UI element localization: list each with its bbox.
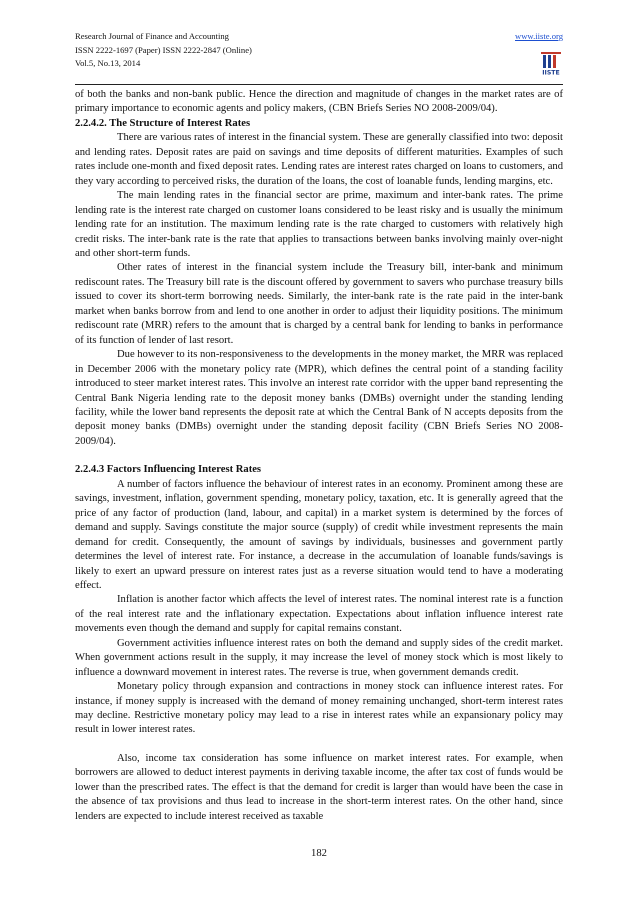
page-number: 182	[311, 848, 327, 859]
journal-issn: ISSN 2222-1697 (Paper) ISSN 2222-2847 (Online)	[75, 44, 252, 55]
paragraph: The main lending rates in the financial sector are prime, maximum and inter-bank rates. The prime lending rate is the interest rate charged on customer loans considered to be least risky and is usually the minimum lending rate for an institution. The maximum lending rate is the rate charged to customers with relatively high credit risks. The inter-bank rate is the rate that applies to transactions between banks involving mainly over-night and other short-term funds.	[75, 190, 563, 259]
paragraph: Due however to its non-responsiveness to the developments in the money market, the MRR was replaced in December 2006 with the monetary policy rate (MPR), which defines the central point of a standing facility introduced to steer market interest rates. This involve an interest rate corridor with the upper band representing the Central Bank Nigeria lending rate to the deposit money banks (DMBs) overnight under the standing lending facility, while the lower band represents the deposit rate at which the Central Bank of N accepts deposits from the deposit money banks (DMBs) overnight under the standing deposit facility (CBN Briefs Series NO 2008-2009/04).	[75, 349, 564, 447]
paragraph: Government activities influence interest rates on both the demand and supply sides of the credit market. When government actions result in the supply, it may increase the level of money stock which is most likely to influence a downward movement in interest rates. The reverse is true, when government demands credit.	[75, 637, 563, 678]
paragraph: Monetary policy through expansion and contractions in money stock can influence interest rates. For instance, if money supply is increased with the demand of money remaining unchanged, short-term interest rates may decline. Restrictive monetary policy may lead to a rise in interest rates while an expansionary policy may result in lower interest rates.	[75, 681, 563, 736]
journal-url-link[interactable]: www.iiste.org	[515, 31, 563, 41]
paragraph: Also, income tax consideration has some influence on market interest rates. For example, when borrowers are allowed to deduct interest payments in deriving taxable income, the after tax cost of funds would be lower than the prescribed rates. The effect is that the demand for credit is larger than would have been the case in the absence of tax provisions and thus lead to increase in the short-term interest rates. On the other hand, since lenders are expected to include interest received as taxable	[75, 752, 563, 822]
section-heading-structure: 2.2.4.2. The Structure of Interest Rates	[75, 117, 251, 129]
header-rule	[75, 84, 563, 85]
paragraph-continued: of both the banks and non-bank public. Hence the direction and magnitude of changes in the market rates are of primary importance to economic agents and policy makers, (CBN Briefs Series NO 2008-2009/04).	[75, 89, 563, 115]
spacer	[75, 449, 563, 463]
logo-text: IISTE	[542, 69, 560, 76]
paragraph: Inflation is another factor which affects the level of interest rates. The nominal interest rate is a function of the real interest rate and the inflationary expectation. Expectations about inflation influence interest rate movements even though the demand and supply for capital remains constant.	[75, 594, 563, 635]
paragraph: A number of factors influence the behaviour of interest rates in an economy. Prominent among these are savings, investment, inflation, government spending, monetary policy, taxation, etc. It is generally agreed that the price of any factor of production (land, labour, and capital) in a market system is determined by the forces of demand and supply. Savings constitute the major source (supply) of credit while investment represents the main demand for credit. Consequently, the amount of savings by individuals, businesses and government partly determines the level of interest rate. For instance, a decrease in the accumulation of loanable funds/savings is likely to exert an upward pressure on interest rates just as a reverse situation would tend to have a moderating effect.	[75, 478, 563, 591]
article-body	[75, 88, 563, 824]
paragraph: Other rates of interest in the financial system include the Treasury bill, inter-bank and minimum rediscount rates. The Treasury bill rate is the discount offered by government to savers who purchase treasury bills issued to cover its short-term borrowing needs. Similarly, the inter-bank rate is the rate paid in the inter-bank market when banks borrow from and lend to one another in order to adjust their liquidity positions. The minimum rediscount rate (MRR) refers to the amount that is charged by a central bank for lending to banks in performance of its function of lender of last resort.	[75, 262, 563, 346]
section-heading-factors: 2.2.4.3 Factors Influencing Interest Rates	[75, 464, 262, 476]
paragraph: There are various rates of interest in the financial system. These are generally classified into two: deposit and lending rates. Deposit rates are paid on savings and time deposits of different maturities. Examples of such rates include one-month and fixed deposit rates. Lending rates are interest rates charged on loans to customers, and they vary according to perceived risks, the duration of the loans, the cost of loanable funds, lending margins, etc.	[75, 132, 563, 187]
spacer	[75, 738, 563, 752]
iiste-logo	[538, 50, 564, 76]
journal-info	[75, 30, 375, 71]
journal-title: Research Journal of Finance and Accounting	[75, 31, 229, 41]
journal-volume: Vol.5, No.13, 2014	[75, 58, 141, 68]
